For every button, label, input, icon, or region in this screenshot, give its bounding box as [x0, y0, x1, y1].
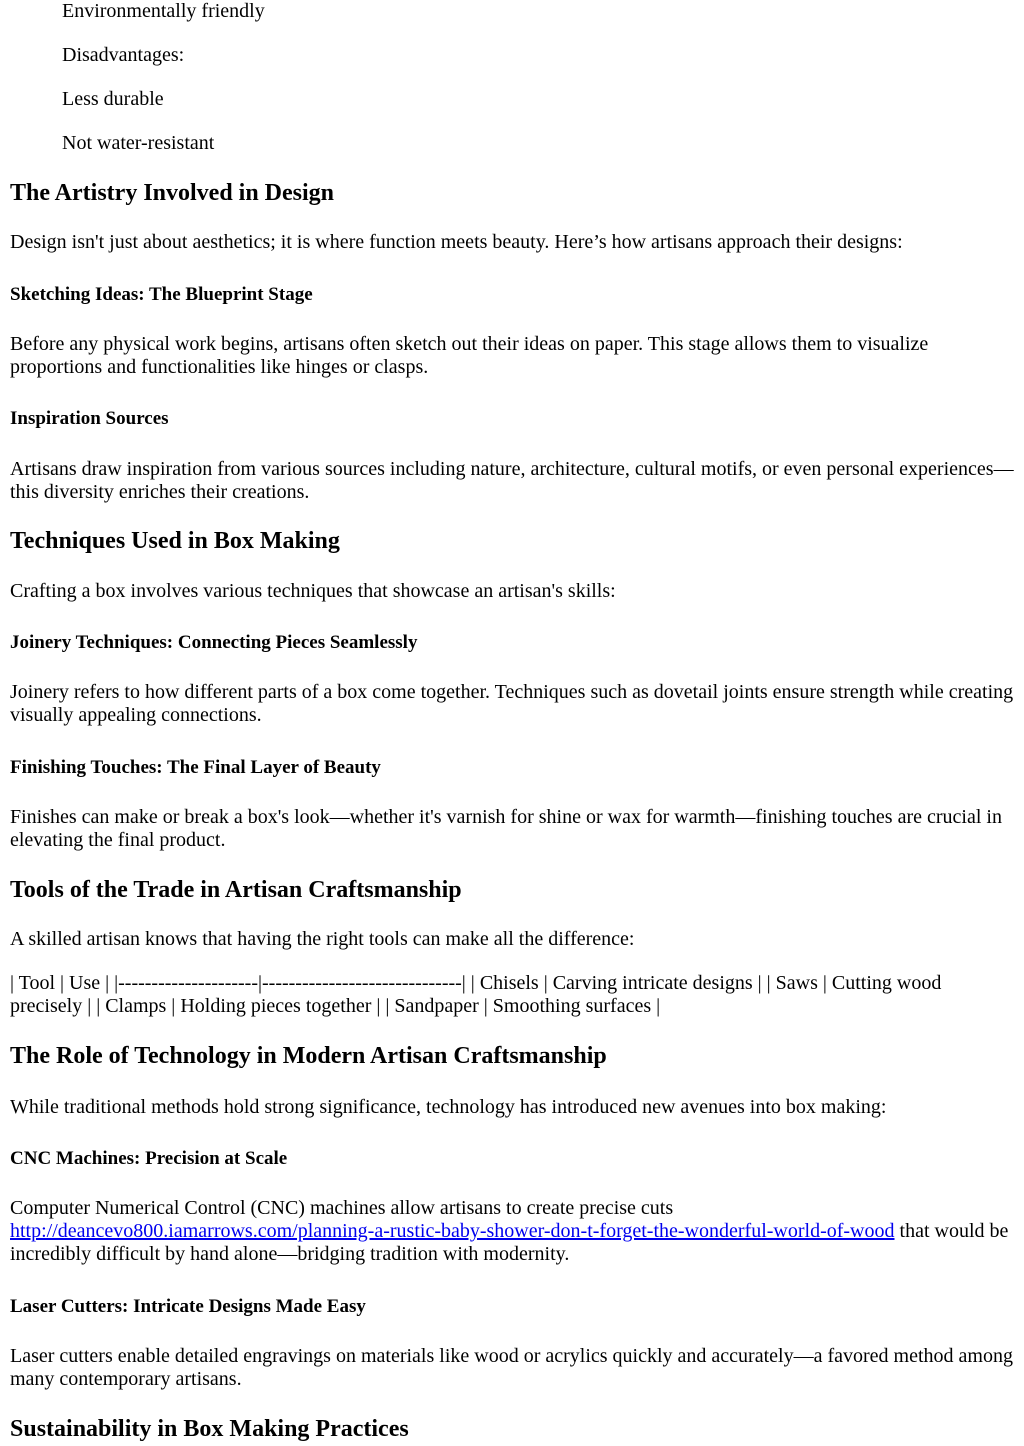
subheading-laser: Laser Cutters: Intricate Designs Made Easy — [10, 1296, 366, 1317]
paragraph: Laser cutters enable detailed engravings on materials like wood or acrylics quickly and accurately—a favored method among many contemporary artisans. — [10, 1345, 1013, 1390]
tools-table-text: | Tool | Use | |---------------------|------------------------------| | Chisels | Carving intricate designs | | Saws | Cutting wood precisely | | Clamps | Holding pieces together | | Sandpaper | Smoothing surfaces | — [10, 972, 942, 1017]
text: that would be incredibly difficult by hand alone—bridging tradition with modernity. — [10, 1220, 1009, 1265]
list-item: Less durable — [62, 88, 164, 110]
paragraph: Crafting a box involves various techniques that showcase an artisan's skills: — [10, 580, 616, 602]
section-heading-tools: Tools of the Trade in Artisan Craftsmanship — [10, 877, 462, 903]
paragraph: A skilled artisan knows that having the right tools can make all the difference: — [10, 928, 635, 950]
external-link[interactable]: http://deancevo800.iamarrows.com/planning-a-rustic-baby-shower-don-t-forget-the-wonderful-world-of-wood — [10, 1220, 895, 1242]
section-heading-sustainability: Sustainability in Box Making Practices — [10, 1416, 409, 1442]
paragraph-cnc — [10, 1197, 1014, 1266]
material-list — [10, 0, 1014, 176]
paragraph: Finishes can make or break a box's look—whether it's varnish for shine or wax for warmth—finishing touches are crucial in elevating the final product. — [10, 806, 1002, 851]
list-item: Disadvantages: — [62, 44, 185, 66]
section-heading-technology: The Role of Technology in Modern Artisan Craftsmanship — [10, 1043, 607, 1069]
paragraph: Design isn't just about aesthetics; it is where function meets beauty. Here’s how artisans approach their designs: — [10, 231, 903, 253]
paragraph: Before any physical work begins, artisans often sketch out their ideas on paper. This stage allows them to visualize proportions and functionalities like hinges or clasps. — [10, 333, 929, 378]
section-heading-techniques: Techniques Used in Box Making — [10, 528, 340, 554]
subheading-inspiration: Inspiration Sources — [10, 408, 169, 429]
subheading-cnc: CNC Machines: Precision at Scale — [10, 1148, 288, 1169]
paragraph: While traditional methods hold strong significance, technology has introduced new avenues into box making: — [10, 1096, 887, 1118]
list-item: Not water-resistant — [62, 132, 215, 154]
paragraph: Artisans draw inspiration from various sources including nature, architecture, cultural motifs, or even personal experiences—this diversity enriches their creations. — [10, 458, 1014, 503]
subheading-finishing: Finishing Touches: The Final Layer of Beauty — [10, 757, 381, 778]
list-item: Environmentally friendly — [62, 0, 265, 22]
subheading-joinery: Joinery Techniques: Connecting Pieces Seamlessly — [10, 632, 418, 653]
subheading-sketching: Sketching Ideas: The Blueprint Stage — [10, 284, 313, 305]
paragraph: Joinery refers to how different parts of a box come together. Techniques such as dovetail joints ensure strength while creating visually appealing connections. — [10, 681, 1014, 726]
section-heading-artistry: The Artistry Involved in Design — [10, 180, 335, 206]
text: Computer Numerical Control (CNC) machines allow artisans to create precise cuts — [10, 1197, 674, 1219]
